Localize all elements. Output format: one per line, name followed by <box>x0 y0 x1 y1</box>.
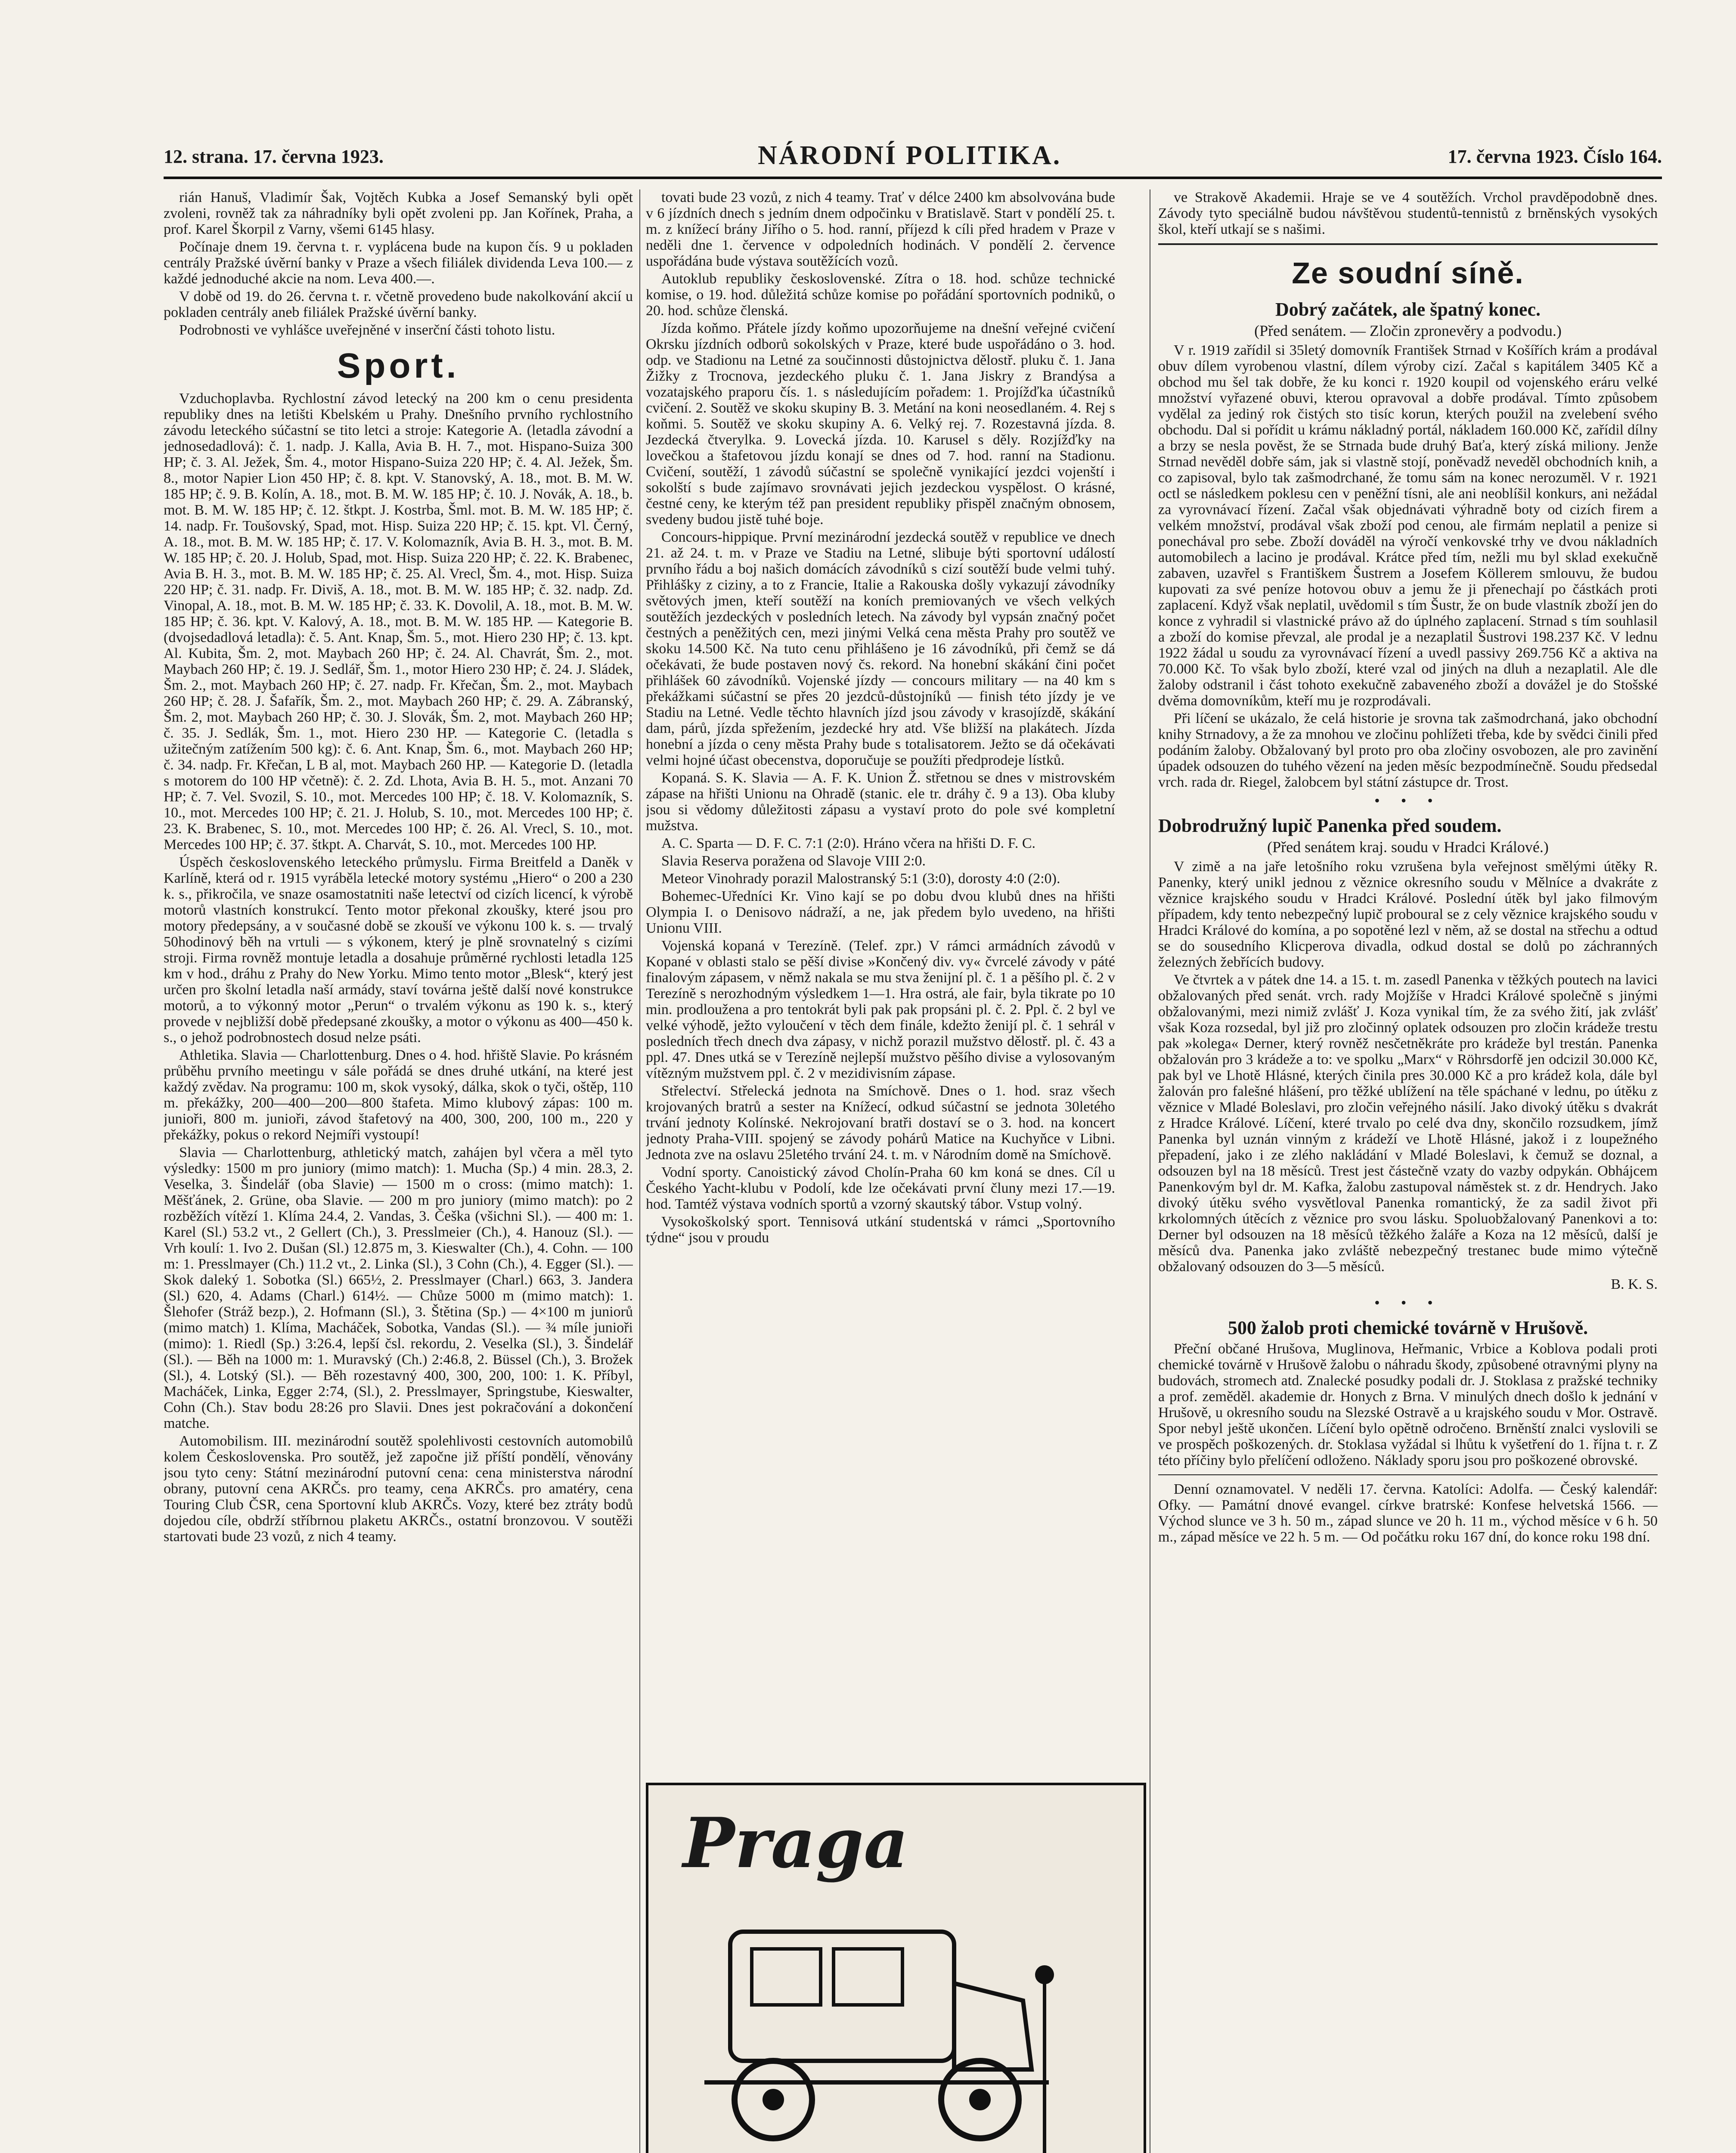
masthead-title: NÁRODNÍ POLITIKA. <box>758 141 1062 170</box>
column-3 <box>1158 189 1658 2153</box>
column-2 <box>646 189 1115 1774</box>
car-illustration-icon <box>679 1897 1066 2153</box>
paragraph: Přeční občané Hrušova, Muglinova, Heřmanic, Vrbice a Koblova podali proti chemické továrně v Hrušově žalobu o náhradu škody, způsobené otravnými plyny na budovách, stromech atd. Znalecké posudky podali dr. J. Stoklasa z pražské techniky a prof. zeměděl. akademie dr. Honych z Brna. V minulých dnech došlo k jednání v Hrušově, u okresního soudu na Slezské Ostravě a u krajského soudu v Mor. Ostravě. Spor nebyl ještě ukončen. Líčení bylo opětně odročeno. Brněnští znalci vyslovili se ve prospěch poškozených. dr. Stoklasa vyžádal si lhůtu k vyšetření do 1. října t. r. Z této příčiny bylo přelíčení odloženo. Náklady sporu jsou pro poškozené obrovské. <box>1158 1341 1658 1468</box>
column-rule <box>639 189 640 2153</box>
paragraph: V zimě a na jaře letošního roku vzrušena byla veřejnost smělými útěky R. Panenky, který unikl jednou z věznice okresního soudu v Mělníce a dvakráte z věznice krajského soudu v Hradci Králové. Poslední útěk byl jako filmovým případem, kdy tento nebezpečný lupič proboural se z cely věznice krajského soudu v Hradci Králové do komína, a po sopotěné lezl v něm, až se dostal na střechu a odtud se do sousedního Klicperova divadla, odkud dostal se dolů po záchranných železných žebřících budovy. <box>1158 859 1658 970</box>
paragraph: Slavia Reserva poražena od Slavoje VIII 2:0. <box>661 853 926 869</box>
paragraph: Podrobnosti ve vyhlášce uveřejněné v inserční části tohoto listu. <box>179 322 555 338</box>
paragraph: rián Hanuš, Vladimír Šak, Vojtěch Kubka a Josef Semanský byli opět zvoleni, rovněž tak za náhradníky byli opět zvoleni pp. Jan Kořínek, Praha, a prof. Karel Škorpil z Varny, všemi 6145 hlasy. <box>164 189 633 237</box>
paragraph: Athletika. Slavia — Charlottenburg. Dnes o 4. hod. hřiště Slavie. Po krásném průběhu prvního meetingu v sále pořádá se dnes druhé utkání, na které jest každý zvědav. Na programu: 100 m, skok vysoký, dálka, skok o tyči, oštěp, 110 m. překážky, 200—400—200—800 štafeta. Mimo klubový zápas: 100 m. junioři, 800 m. junioři, závod štafetový na 400, 300, 200, 100 m., 220 y překážky, pokus o rekord Nejmíři vystoupí! <box>164 1047 633 1143</box>
paragraph: A. C. Sparta — D. F. C. 7:1 (2:0). Hráno včera na hřišti D. F. C. <box>661 835 1036 851</box>
article-subtitle: (Před senátem. — Zločin zpronevěry a podvodu.) <box>1254 322 1562 339</box>
article-subtitle: (Před senátem kraj. soudu v Hradci Králové.) <box>1267 838 1549 856</box>
header-left: 12. strana. 17. června 1923. <box>164 146 384 167</box>
paragraph: Vojenská kopaná v Terezíně. (Telef. zpr.) V rámci armádních závodů v Kopané v oblasti stalo se pěší divise »Končený div. vy« čvrcelé závody v páté finalovým zápasem, v němž nakala se mu stva ženijní pl. č. 1 a pěšího pl. č. 2 v Terezíně s nerozhodným výsledkem 1—1. Hra ostrá, ale fair, byla tikrate po 10 min. prodloužena a pro tentokrát byli pak pak propsáni pl. č. 2. Ppl. č. 2 byl ve velké výhodě, ježto vyloučení v těch dem finále, kdežto ženijí pl. č. 1 sehrál v posledních třech dnech dva zápasy, v nichž porazil mužstvo dělostř. pl. č. 43 a ppl. 47. Dnes utká se v Terezíně nejlepší mužstvo pěšího divise a vylosovaným vítězným mužstvem ppl. č. 2 v mezidivisním zápase. <box>646 938 1115 1081</box>
article-title: Dobrý začátek, ale špatný konec. <box>1275 299 1541 320</box>
paragraph: Kopaná. S. K. Slavia — A. F. K. Union Ž. střetnou se dnes v mistrovském zápase na hřišti Unionu na Ohradě (stanic. ele tr. dráhy č. 9 a 13). Oba kluby jsou si vědomy důležitosti zápasu a vystaví proto do pole své kompletní mužstva. <box>646 770 1115 834</box>
article-signature: B. K. S. <box>1611 1276 1658 1292</box>
paragraph: Automobilism. III. mezinárodní soutěž spolehlivosti cestovních automobilů kolem Československa. Pro soutěž, jež započne již příští pondělí, věnovány jsou tyto ceny: Státní mezinárodní putovní cena: cena ministerstva národní obrany, putovní cena AKRČs. pro teamy, cena AKRČs. pro amatéry, cena Touring Club ČSR, cena Sportovní klub AKRČs. Vozy, které bez ztráty bodů dojedou cíle, obdrží stříbrnou plaketu AKRČs., ostatní bronzovou. V soutěži startovati bude 23 vozů, z nich 4 teamy. <box>164 1433 633 1545</box>
paragraph: Bohemec-Uředníci Kr. Vino kají se po dobu dvou klubů dnes na hřišti Olympia I. o Denisovo nádraží, a ne, jak předem bylo uvedeno, na hřišti Unionu VIII. <box>646 888 1115 936</box>
section-separator: • • • <box>1374 792 1442 809</box>
divider <box>1158 1474 1658 1475</box>
ad-brand-logo: Praga <box>683 1802 908 1883</box>
paragraph: Jízda koňmo. Přátele jízdy koňmo upozorňujeme na dnešní veřejné cvičení Okrsku jízdních odborů sokolských v Praze, které bude uspořádáno o 3. hod. odp. ve Stadionu na Letné za součinnosti důstojnictva dělostř. pluku č. 1. Jana Žižky z Trocnova, jezdeckého pluku č. 1. Jana Jiskry z Brandýsa a vozatajského praporu čís. 1. s následujícím pořadem: 1. Projížďka účastníků cvičení. 2. Soutěž ve skoku skupiny B. 3. Metání na koni neosedlaném. 4. Rej s koňmi. 5. Soutěž ve skoku skupiny A. 6. Velký rej. 7. Rozestavná jízda. 8. Jezdecká čtverylka. 9. Lovecká jízda. 10. Karusel s děly. Rozjížďky na lovečkou a štafetovou jízdu konají se dnes od 7. hod. ranní na Stadionu. Cvičení, soutěží, 1 závodů súčastní se společně vynikající jezdci vojenští i sokolští s bude zajímavo srovnávati jejich jezdeckou vyspělost. O krásné, čestné ceny, ke kterým též pan president republiky přispěl značným obnosem, svedeny budou jistě tuhé boje. <box>646 320 1115 527</box>
paragraph: Při líčení se ukázalo, že celá historie je srovna tak zašmodrchaná, jako obchodní knihy Strnadovy, a že za mnohou ve zločinu pohlížeti třeba, kde by svědci činili před podáním žaloby. Obžalovaný byl proto pro oba zločiny osvobozen, ale pro zavinění úpadek odsouzen do tuhého vězení na jeden měsíc bezpodmínečně. Soudu předsedal vrch. rada dr. Riegel, žalobcem byl státní zástupce dr. Trost. <box>1158 710 1658 790</box>
paragraph: V době od 19. do 26. června t. r. včetně provedeno bude nakolkování akcií u pokladen centrály aneb filiálek Pražské úvěrní banky. <box>164 289 633 320</box>
paragraph: Meteor Vinohrady porazil Malostranský 5:1 (3:0), dorosty 4:0 (2:0). <box>661 871 1060 887</box>
paragraph: Autoklub republiky československé. Zítra o 18. hod. schůze technické komise, o 19. hod. důležitá schůze komise po pořádání sportovních podniků, o 20. hod. schůze členská. <box>646 271 1115 319</box>
article-title: 500 žalob proti chemické továrně v Hrušově. <box>1228 1317 1588 1338</box>
article-title: Dobrodružný lupič Panenka před soudem. <box>1158 815 1502 836</box>
paragraph: ve Strakově Akademii. Hraje se ve 4 soutěžích. Vrchol pravděpodobně dnes. Závody tyto speciálně budou návštěvou studentů-tennistů z brněnských vysokých škol, kteří utkají se s našimi. <box>1158 189 1658 237</box>
paragraph: Slavia — Charlottenburg, athletický match, zahájen byl včera a měl tyto výsledky: 1500 m pro juniory (mimo match): 1. Mucha (Sp.) 4 min. 28.3, 2. Veselka, 3. Šindelář (oba Slavie) — 1500 m o cross: (mimo match): 1. Měšťánek, 2. Grüne, oba Slavie. — 200 m pro juniory (mimo match): po 2 rozběžích vítězí 1. Klíma 24.4, 2. Vandas, 3. Češka (všichni Sl.). — 400 m: 1. Karel (Sl.) 53.2 vt., 2 Gellert (Ch.), 3. Presslmeier (Ch.), 4. Hanouz (Sl.). — Vrh koulí: 1. Ivo 2. Dušan (Sl.) 12.875 m, 3. Kieswalter (Ch.), 4. Cohn. — 100 m: 1. Presslmayer (Ch.) 11.2 vt., 2. Linka (Sl.), 3 Cohn (Ch.), 4. Egger (Sl.). — Skok daleký 1. Sobotka (Sl.) 665½, 2. Presslmayer (Charl.) 663, 3. Jandera (Sl.) 620, 4. Adams (Charl.) 614½. — Chůze 5000 m (mimo match): 1. Šlehofer (Stráž bezp.), 2. Hofmann (Sl.), 3. Štětina (Sp.) — 4×100 m juniorů (mimo match) 1. Klíma, Macháček, Sobotka, Vandas (Sl.). — ¾ míle junioři (mimo): 1. Riedl (Sp.) 3:26.4, lepší čsl. rekordu, 2. Veselka (Sl.), 3. Šindelář (Sl.). — Běh na 1000 m: 1. Muravský (Ch.) 2:46.8, 2. Büssel (Ch.), 3. Brožek (Sl.), 4. Lotský (Sl.). — Běh rozestavný 400, 300, 200, 100: 1. K. Příbyl, Macháček, Linka, Egger 2:74, (Sl.), 2. Presslmayer, Springstube, Kieswalter, Cohn (Ch.). Stav bodu 28:26 pro Slavii. Dnes jest pokračování a dokončení matche. <box>164 1145 633 1431</box>
section-separator: • • • <box>1374 1294 1442 1311</box>
divider <box>1158 243 1658 245</box>
paragraph: Počínaje dnem 19. června t. r. vyplácena bude na kupon čís. 9 u pokladen centrály Pražské úvěrní banky v Praze a všech filiálek dividenda Leva 100.— z každé jednoduché akcie na nom. Leva 400.—. <box>164 239 633 287</box>
section-title-sport: Sport. <box>337 346 460 385</box>
paragraph: Vzduchoplavba. Rychlostní závod letecký na 200 km o cenu presidenta republiky dnes na letišti Kbelském u Prahy. Dnešního prvního rychlostního závodu leteckého súčastní se tito letci a stroje: Kategorie A. (letadla závodní a jednosedadlová): č. 1. nadp. J. Kalla, Avia B. H. 7., mot. Hispano-Suiza 300 HP; č. 3. Al. Ježek, Šm. 4., motor Hispano-Suiza 220 HP; č. 4. Al. Ježek, Šm. 8., motor Napier Lion 450 HP; č. 8. kpt. V. Stanovský, A. 18., mot. B. M. W. 185 HP; č. 9. B. Kolín, A. 18., mot. B. M. W. 185 HP; č. 10. J. Novák, A. 18., b. mot. B. M. W. 185 HP; č. 12. štkpt. J. Kostrba, Šml. mot. B. M. W. 185 HP; č. 14. nadp. Fr. Toušovský, Spad, mot. Hisp. Suiza 220 HP; č. 15. kpt. Vl. Černý, A. 18., mot. B. M. W. 185 HP; č. 17. V. Kolomazník, Avia B. H. 3., mot. B. M. W. 185 HP; č. 20. J. Holub, Spad, mot. Hisp. Suiza 220 HP; č. 22. K. Brabenec, Avia B. H. 3., mot. B. M. W. 185 HP; č. 25. Al. Vrecl, Šm. 4., mot. Hisp. Suiza 220 HP; č. 31. nadp. Fr. Diviš, A. 18., mot. B. M. W. 185 HP; č. 32. nadp. Zd. Vinopal, A. 18., mot. B. M. W. 185 HP; č. 33. K. Dovolil, A. 18., mot. B. M. W. 185 HP; č. 36. kpt. V. Kalový, A. 18., mot. B. M. W. 185 HP. — Kategorie B. (dvojsedadlová letadla): č. 5. Ant. Knap, Šm. 5., mot. Hiero 230 HP; č. 13. kpt. Al. Kubita, Šm. 2, mot. Maybach 260 HP; č. 24. Al. Chavrát, Šm. 2., mot. Maybach 260 HP; č. 19. J. Sedlář, Šm. 1., motor Hiero 230 HP; č. 24. J. Sládek, Šm. 2., mot. Maybach 260 HP; č. 27. nadp. Fr. Křečan, Šm. 2., mot. Maybach 260 HP; č. 28. J. Šafařík, Šm. 2., mot. Maybach 260 HP; č. 29. A. Zábranský, Šm. 2, mot. Maybach 260 HP; č. 30. J. Slovák, Šm. 2, mot. Maybach 260 HP; č. 35. J. Sedlák, Šm. 1., mot. Hiero 230 HP. — Kategorie C. (letadla s užitečným zatížením 500 kg): č. 6. Ant. Knap, Šm. 6., mot. Maybach 260 HP; č. 34. nadp. Fr. Křečan, L B al, mot. Maybach 260 HP. — Kategorie D. (letadla s motorem do 100 HP včetně): č. 2. Zd. Lhota, Avia B. H. 5., mot. Anzani 70 HP; č. 7. Vel. Svozil, S. 10., mot. Mercedes 100 HP; č. 18. V. Kolomazník, S. 10., mot. Mercedes 100 HP; č. 21. J. Holub, S. 10., mot. Mercedes 100 HP; č. 23. K. Brabenec, S. 10., mot. Mercedes 100 HP; č. 26. Al. Vrecl, S. 10., mot. Mercedes 100 HP; č. 37. štkpt. A. Charvát, S. 10., mot. Mercedes 100 HP. <box>164 391 633 853</box>
paragraph: Střelectví. Střelecká jednota na Smíchově. Dnes o 1. hod. sraz všech krojovaných bratrů a sester na Knížecí, odkud súčastní se jednota 30letého trvání jednoty Kolínské. Nekrojovaní bratři dostaví se o 3. hod. na koncert jednoty Praha-VIII. spojený se závody pohárů Matice na Kuchyňce v Libni. Jednota zve na oslavu 25letého trvání 24. t. m. v Národním domě na Smíchově. <box>646 1083 1115 1163</box>
column-1 <box>164 189 633 2153</box>
paragraph: Concours-hippique. První mezinárodní jezdecká soutěž v republice ve dnech 21. až 24. t. m. v Praze ve Stadiu na Letné, slibuje býti sportovní událostí prvního řádu a boj našich domácích závodníků s cizí soutěží bude velmi tuhý. Přihlášky z ciziny, a to z Francie, Italie a Rakouska došly vykazují závodníky světových jmen, kteří soutěží na koních premiovaných ve všech velkých soutěžích jezdeckých v posledních letech. Na závody byl vypsán značný počet čestných a peněžitých cen, mezi jinými Velká cena města Prahy pro soutěž ve skoku 14.500 Kč. Na tuto cenu přihlášeno je 16 závodníků, při čemž se dá očekávati, že bude postaven nový čs. rekord. Na honební skákání čini počet přihlášek 60 závodníků. Vojenské jízdy — concours military — na 40 km s překážkami súčastní se přes 20 jezdců-důstojníků — finish této jízdy je ve Stadiu na Letné. Vedle těchto hlavních jízd jsou závody v krasojízdě, skákání dam, párů, jízda spřežením, jezdecké hry atd. Vše bližší na plakátech. Jízda honební a jízda o ceny města Prahy bude s totalisatorem. Ježto se dá očekávati velmi hojné účast obecenstva, doporučuje se použíti předprodeje lístků. <box>646 529 1115 768</box>
paragraph: Denní oznamovatel. V neděli 17. června. Katolíci: Adolfa. — Český kalendář: Ofky. — Památní dnové evangel. církve bratrské: Konfese helvetská 1566. — Východ slunce ve 3 h. 50 m., západ slunce ve 20 h. 11 m., východ měsíce v 6 h. 50 m., západ měsíce ve 22 h. 5 m. — Od počátku roku 167 dní, do konce roku 198 dní. <box>1158 1481 1658 1545</box>
paragraph: Ve čtvrtek a v pátek dne 14. a 15. t. m. zasedl Panenka v těžkých poutech na lavici obžalovaných před senát. vrch. rady Mojžíše v Hradci Králové společně s jinými obžalovanými, mezi nimiž zvlášť J. Koza vynikal tím, že za svého žití, jak zvlášť však Koza rozsedal, byl již pro zločinný oplatek odsouzen pro zločin krádeže trestu pak »kolega« Derner, který rovněž nesčetněkráte pro krádeže byl trestán. Panenka obžalován pro 3 krádeže a to: ve spolku „Marx“ v Röhrsdorfě jen odcizil 30.000 Kč, pak byl ve Lhotě Hlásné, kterých činila pres 30.000 Kč a pro krádež kola, dále byl žalován pro falešné hlášení, pro těžké ublížení na těle spáchané v lednu, po útěku z věznice v Mladé Boleslavi, pro zločin veřejného násilí. Jako divoký útěku s dvakrát z Hradce Králové. Líčení, které trvalo po celé dva dny, skončilo rozsudkem, jímž Panenka byl uznán vinným z krádeží ve Lhotě Hlásné, jakož i z loupežného přepadení, jako i ze zlého nakládání v Mladé Boleslavi, k čemuž se doznal, a odsouzen byl na 18 měsíců. Trest jest částečně vzaty do vazby odpykán. Obhájcem Panenkovým byl dr. M. Kafka, žalobu zastupoval náměstek st. z dr. Hendrych. Jako divoký útěku svého vysvětloval Panenka romantický, že za sadil život při krkolomných útěcích z věznice pro svou lásku. Spoluobžalovaný Panenkovi a to: Derner byl odsouzen na 18 měsíců těžkého žaláře a Koza na 12 měsíců, další je měsíců dva. Panenka jako zvláště nebezpečný trestanec bude mimo výtečně obžalovaný odsouzen do 3—5 měsíců. <box>1158 972 1658 1275</box>
paragraph: Vodní sporty. Canoistický závod Cholín-Praha 60 km koná se dnes. Cíl u Českého Yacht-klubu v Podolí, kde lze očekávati první čluny mezi 17.—19. hod. Tamtéž výstava vodních sportů a vzorný skautský tábor. Vstup volný. <box>646 1164 1115 1212</box>
paragraph: V r. 1919 zařídil si 35letý domovník František Strnad v Košířích krám a prodával obuv dílem vyrobenou vlastní, dílem výroby cizí. Začal s kapitálem 3405 Kč a obchod mu šel tak dobře, že ku konci r. 1920 koupil od vojenského eráru velké množství vyřazené obuvi, kterou opravoval a dobře prodával. Tímto způsobem vydělal za jediný rok čistých sto tisíc korun, kterých použil na zvelebení svého obchodu. Dal si pořídit u krámu nákladný portál, nákladem 160.000 Kč, zařídil dílny a brzy se nesla pověst, že se Strnada bude druhý Baťa, který získá miliony. Jenže Strnad nevěděl dobře sám, jak si vlastně stojí, poněvadž neveděl obchodních knih, a co zapisoval, bylo tak zašmodrchané, že tomu sám na konec nerozuměl. V r. 1921 octl se následkem poklesu cen v peněžní tísni, ale ani neoblíšil konkurs, ani nežádal za vyrovnávací řízení. Začal však objednávati výhradně boty od cizích firem a velkém množství, prodával však zboží pod cenou, ale firmám neplatil a penize si ponechával pro sebe. Zboží dováděl na výročí venkovské trhy ve dvou nákladních automobilech a lacino je prodával. Krátce před tím, nežli mu byl sklad exekučně zabaven, uzavřel s Františkem Šustrem a Josefem Köllerem smlouvu, že budou kupovati za své peníze hotovou obuv a jemu že ji přenechají po částkách proti zaplacení. Když však neplatil, uvědomil s tím Šustr, že on bude vlastník zboží jen do konce z vyhradil si vlastnické právo až do úplného zaplacení. Strnad s tím souhlasil a zboží do komise převzal, ale prodal je a nezaplatil Šustrovi 198.237 Kč. V lednu 1922 žádal u soudu za vyrovnávací řízení a uvedl passivy 269.756 Kč a aktiva na 70.000 Kč. To však bylo zboží, které vzal od jiných na dluh a nezaplatil. Ale dle žaloby odstranil i část tohoto exekučně zabaveného zboží a dovážel je do Stošské dvěma domovníkům, kteří mu je rozprodávali. <box>1158 342 1658 709</box>
page-header <box>164 138 1662 179</box>
praga-advertisement <box>646 1783 1146 2153</box>
header-right: 17. června 1923. Číslo 164. <box>1448 146 1662 167</box>
paragraph: tovati bude 23 vozů, z nich 4 teamy. Trať v délce 2400 km absolvována bude v 6 jízdních dnech s jedním dnem odpočinku v Bratislavě. Start v pondělí 25. t. m. z knížecí brány Jiřího o 5. hod. ranní, příjezd k cíli před hradem v Praze v neděli dne 1. července v odpoledních hodinách. V pondělí 2. července uspořádána bude výstava soutěžících vozů. <box>646 189 1115 269</box>
paragraph: Úspěch československého leteckého průmyslu. Firma Breitfeld a Daněk v Karlíně, která od r. 1915 vyráběla letecké motory systému „Hiero“ o 200 a 230 k. s., přikročila, ve snaze osamostatniti naše letectví od cizích licencí, k výrobě motorů vlastních konstrukcí. Tento motor překonal zkoušky, které jsou pro motory předepsány, a v současné době se zkouší ve výkonu 100 k. s. — trvalý 50hodinový běh na vrtuli — s výkonem, který je plně srovnatelný s cizími stroji. Firma rovněž montuje letadla a dosahuje průměrné rychlosti letadla 125 km v hod., dráhu z Prahy do New Yorku. Mimo tento motor „Blesk“, který jest určen pro školní letadla naší armády, staví továrna ještě další nové konstrukce motorů, a to výkonný motor „Perun“ o trvalém výkonu as 190 k. s., který provede v nejbližší době předepsané zkoušky, a motor o výkonu as 400—450 k. s., o jehož podrobnostech dosud nelze psáti. <box>164 854 633 1045</box>
paragraph: Vysokoškolský sport. Tennisová utkání studentská v rámci „Sportovního týdne“ jsou v proudu <box>646 1214 1115 1246</box>
section-title-court: Ze soudní síně. <box>1292 256 1524 290</box>
